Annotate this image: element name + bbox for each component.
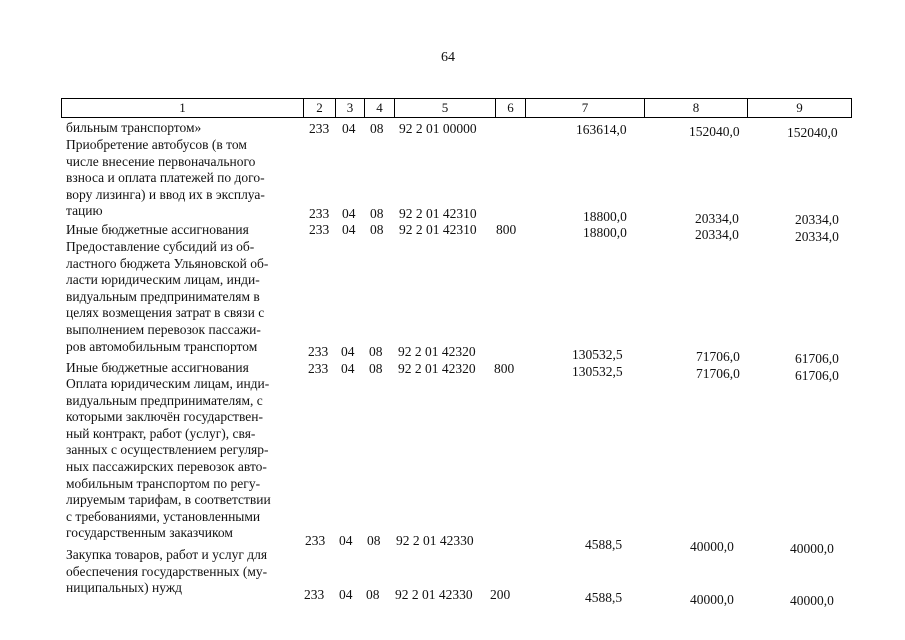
desc-line: ный контракт, работ (услуг), свя-: [66, 425, 256, 441]
cell-col-7: 18800,0: [583, 209, 627, 224]
desc-line: ных пассажирских перевозок авто-: [66, 458, 267, 474]
desc-line: бильным транспортом»: [66, 120, 202, 135]
cell-col-7: 130532,5: [572, 364, 623, 379]
desc-line: взноса и оплата платежей по дого-: [66, 170, 265, 186]
desc-line: Оплата юридическим лицам, инди-: [66, 376, 270, 391]
cell-col-6: 200: [490, 587, 511, 602]
cell-col-5: 92 2 01 42310: [399, 222, 477, 237]
desc-procurement: [66, 547, 294, 597]
cell-col-4: 08: [370, 206, 384, 221]
header-col-9: 9: [747, 98, 852, 118]
cell-col-9: 40000,0: [790, 541, 834, 556]
cell-col-4: 08: [369, 361, 383, 376]
header-col-3: 3: [335, 98, 365, 118]
cell-col-8: 20334,0: [695, 227, 739, 242]
desc-line: видуальным предпринимателям, с: [66, 392, 263, 408]
desc-line: Иные бюджетные ассигнования: [66, 222, 249, 237]
desc-line: ласти юридическим лицам, инди-: [66, 272, 260, 288]
cell-col-3: 04: [339, 533, 353, 548]
desc-other-allocations-1: [66, 222, 294, 239]
cell-col-4: 08: [370, 121, 384, 136]
desc-line: которыми заключён государствен-: [66, 409, 263, 425]
cell-col-8: 71706,0: [696, 349, 740, 364]
desc-subsidies: [66, 239, 294, 355]
desc-bus-transport-end: [66, 120, 294, 137]
cell-col-8: 40000,0: [690, 592, 734, 607]
cell-col-2: 233: [309, 206, 330, 221]
desc-line: мобильным транспортом по регу-: [66, 475, 261, 491]
desc-line: лируемым тарифам, в соответствии: [66, 492, 271, 508]
cell-col-6: 800: [496, 222, 517, 237]
cell-col-3: 04: [341, 361, 355, 376]
cell-col-3: 04: [342, 121, 356, 136]
cell-col-2: 233: [309, 121, 330, 136]
cell-col-4: 08: [367, 533, 381, 548]
cell-col-7: 130532,5: [572, 347, 623, 362]
header-col-6: 6: [495, 98, 526, 118]
desc-line: целях возмещения затрат в связи с: [66, 305, 265, 321]
desc-line: государственным заказчиком: [66, 525, 233, 541]
cell-col-7: 163614,0: [576, 122, 627, 137]
cell-col-5: 92 2 01 00000: [399, 121, 477, 136]
cell-col-5: 92 2 01 42330: [395, 587, 473, 602]
desc-line: видуальным предпринимателям в: [66, 288, 260, 304]
desc-line: Предоставление субсидий из об-: [66, 239, 255, 254]
desc-other-allocations-2: [66, 360, 294, 377]
header-col-7: 7: [525, 98, 645, 118]
cell-col-8: 71706,0: [696, 366, 740, 381]
cell-col-5: 92 2 01 42320: [398, 361, 476, 376]
cell-col-3: 04: [339, 587, 353, 602]
cell-col-3: 04: [342, 222, 356, 237]
cell-col-9: 61706,0: [795, 351, 839, 366]
cell-col-4: 08: [370, 222, 384, 237]
header-col-5: 5: [394, 98, 496, 118]
desc-line: занных с осуществлением регуляр-: [66, 442, 269, 458]
header-col-4: 4: [364, 98, 395, 118]
cell-col-4: 08: [369, 344, 383, 359]
desc-line: Приобретение автобусов (в том: [66, 137, 247, 152]
desc-line: Иные бюджетные ассигнования: [66, 360, 249, 375]
cell-col-2: 233: [304, 587, 325, 602]
cell-col-9: 152040,0: [787, 125, 838, 140]
desc-line: вору лизинга) и ввод их в эксплуа-: [66, 186, 265, 202]
desc-bus-purchase: [66, 137, 294, 220]
cell-col-8: 152040,0: [689, 124, 740, 139]
desc-contract-payment: [66, 376, 294, 542]
cell-col-8: 40000,0: [690, 539, 734, 554]
cell-col-2: 233: [308, 361, 329, 376]
header-col-8: 8: [644, 98, 748, 118]
cell-col-9: 20334,0: [795, 229, 839, 244]
cell-col-5: 92 2 01 42330: [396, 533, 474, 548]
cell-col-9: 20334,0: [795, 212, 839, 227]
desc-line: с требованиями, установленными: [66, 508, 261, 524]
desc-line: Закупка товаров, работ и услуг для: [66, 547, 268, 562]
header-col-2: 2: [303, 98, 336, 118]
desc-line: ров автомобильным транспортом: [66, 338, 258, 354]
cell-col-4: 08: [366, 587, 380, 602]
page-number: 64: [441, 50, 455, 65]
cell-col-9: 61706,0: [795, 368, 839, 383]
desc-line: ниципальных) нужд: [66, 580, 183, 596]
desc-line: ластного бюджета Ульяновской об-: [66, 255, 269, 271]
cell-col-2: 233: [308, 344, 329, 359]
desc-line: тацию: [66, 203, 103, 219]
cell-col-7: 18800,0: [583, 225, 627, 240]
cell-col-7: 4588,5: [585, 590, 623, 605]
cell-col-2: 233: [305, 533, 326, 548]
desc-line: числе внесение первоначального: [66, 153, 256, 169]
cell-col-9: 40000,0: [790, 593, 834, 608]
cell-col-7: 4588,5: [585, 537, 623, 552]
desc-line: обеспечения государственных (му-: [66, 563, 268, 579]
cell-col-8: 20334,0: [695, 211, 739, 226]
cell-col-6: 800: [494, 361, 515, 376]
header-col-1: 1: [61, 98, 304, 118]
cell-col-3: 04: [341, 344, 355, 359]
cell-col-5: 92 2 01 42310: [399, 206, 477, 221]
cell-col-2: 233: [309, 222, 330, 237]
desc-line: выполнением перевозок пассажи-: [66, 321, 261, 337]
cell-col-3: 04: [342, 206, 356, 221]
cell-col-5: 92 2 01 42320: [398, 344, 476, 359]
